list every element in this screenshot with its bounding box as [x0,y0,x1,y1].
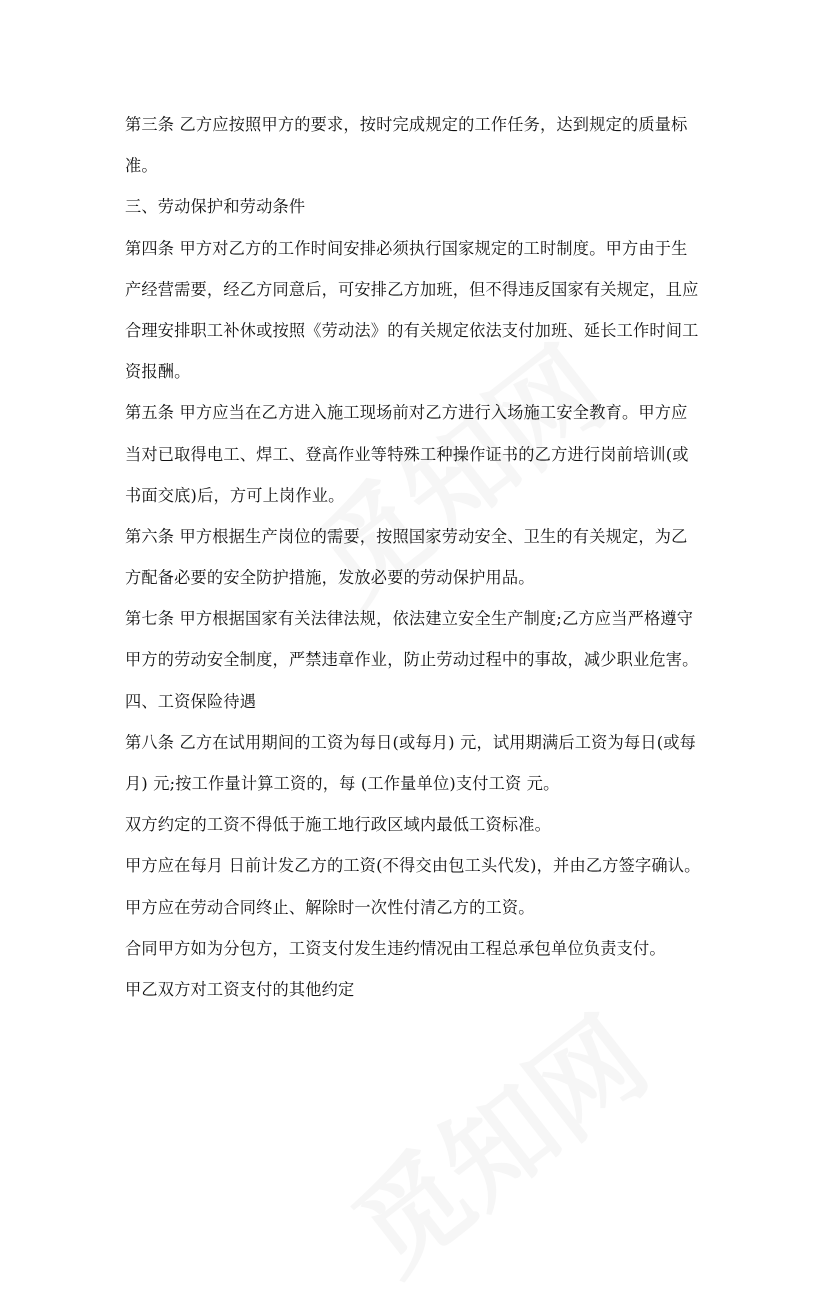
article-5-line-2: 当对已取得电工、焊工、登高作业等特殊工种操作证书的乙方进行岗前培训(或 [125,444,689,464]
section-heading-wages-insurance: 四、工资保险待遇 [125,691,257,711]
article-7-line-1: 第七条 甲方根据国家有关法律法规，依法建立安全生产制度;乙方应当严格遵守 [125,609,694,629]
document-body [125,104,715,1010]
article-6-line-2: 方配备必要的安全防护措施，发放必要的劳动保护用品。 [125,568,535,588]
section-heading-labor-protection: 三、劳动保护和劳动条件 [125,197,306,217]
article-4-line-1: 第四条 甲方对乙方的工作时间安排必须执行国家规定的工时制度。甲方由于生 [125,238,688,258]
wage-payment-date-clause: 甲方应在每月 日前计发乙方的工资(不得交由包工头代发)，并由乙方签字确认。 [125,856,701,876]
article-3-line-2: 准。 [125,156,158,176]
article-4-line-2: 产经营需要，经乙方同意后，可安排乙方加班，但不得违反国家有关规定，且应 [125,279,699,299]
subcontractor-wage-clause: 合同甲方如为分包方，工资支付发生违约情况由工程总承包单位负责支付。 [125,938,666,958]
article-5-line-3: 书面交底)后，方可上岗作业。 [125,485,345,505]
article-5-line-1: 第五条 甲方应当在乙方进入施工现场前对乙方进行入场施工安全教育。甲方应 [125,403,688,423]
article-3-line-1: 第三条 乙方应按照甲方的要求，按时完成规定的工作任务，达到规定的质量标 [125,115,688,134]
other-wage-agreement-heading: 甲乙双方对工资支付的其他约定 [125,979,355,999]
watermark [316,975,673,1303]
wage-minimum-clause: 双方约定的工资不得低于施工地行政区域内最低工资标准。 [125,815,552,835]
article-7-line-2: 甲方的劳动安全制度，严禁违章作业，防止劳动过程中的事故，减少职业危害。 [125,650,699,670]
article-4-line-4: 资报酬。 [125,362,191,382]
article-6-line-1: 第六条 甲方根据生产岗位的需要，按照国家劳动安全、卫生的有关规定，为乙 [125,526,688,546]
article-8-line-2: 月) 元;按工作量计算工资的，每 (工作量单位)支付工资 元。 [125,774,560,793]
article-4-line-3: 合理安排职工补休或按照《劳动法》的有关规定依法支付加班、延长工作时间工 [125,320,699,340]
wage-settlement-clause: 甲方应在劳动合同终止、解除时一次性付清乙方的工资。 [125,897,535,917]
article-8-line-1: 第八条 乙方在试用期间的工资为每日(或每月) 元，试用期满后工资为每日(或每 [125,732,697,752]
